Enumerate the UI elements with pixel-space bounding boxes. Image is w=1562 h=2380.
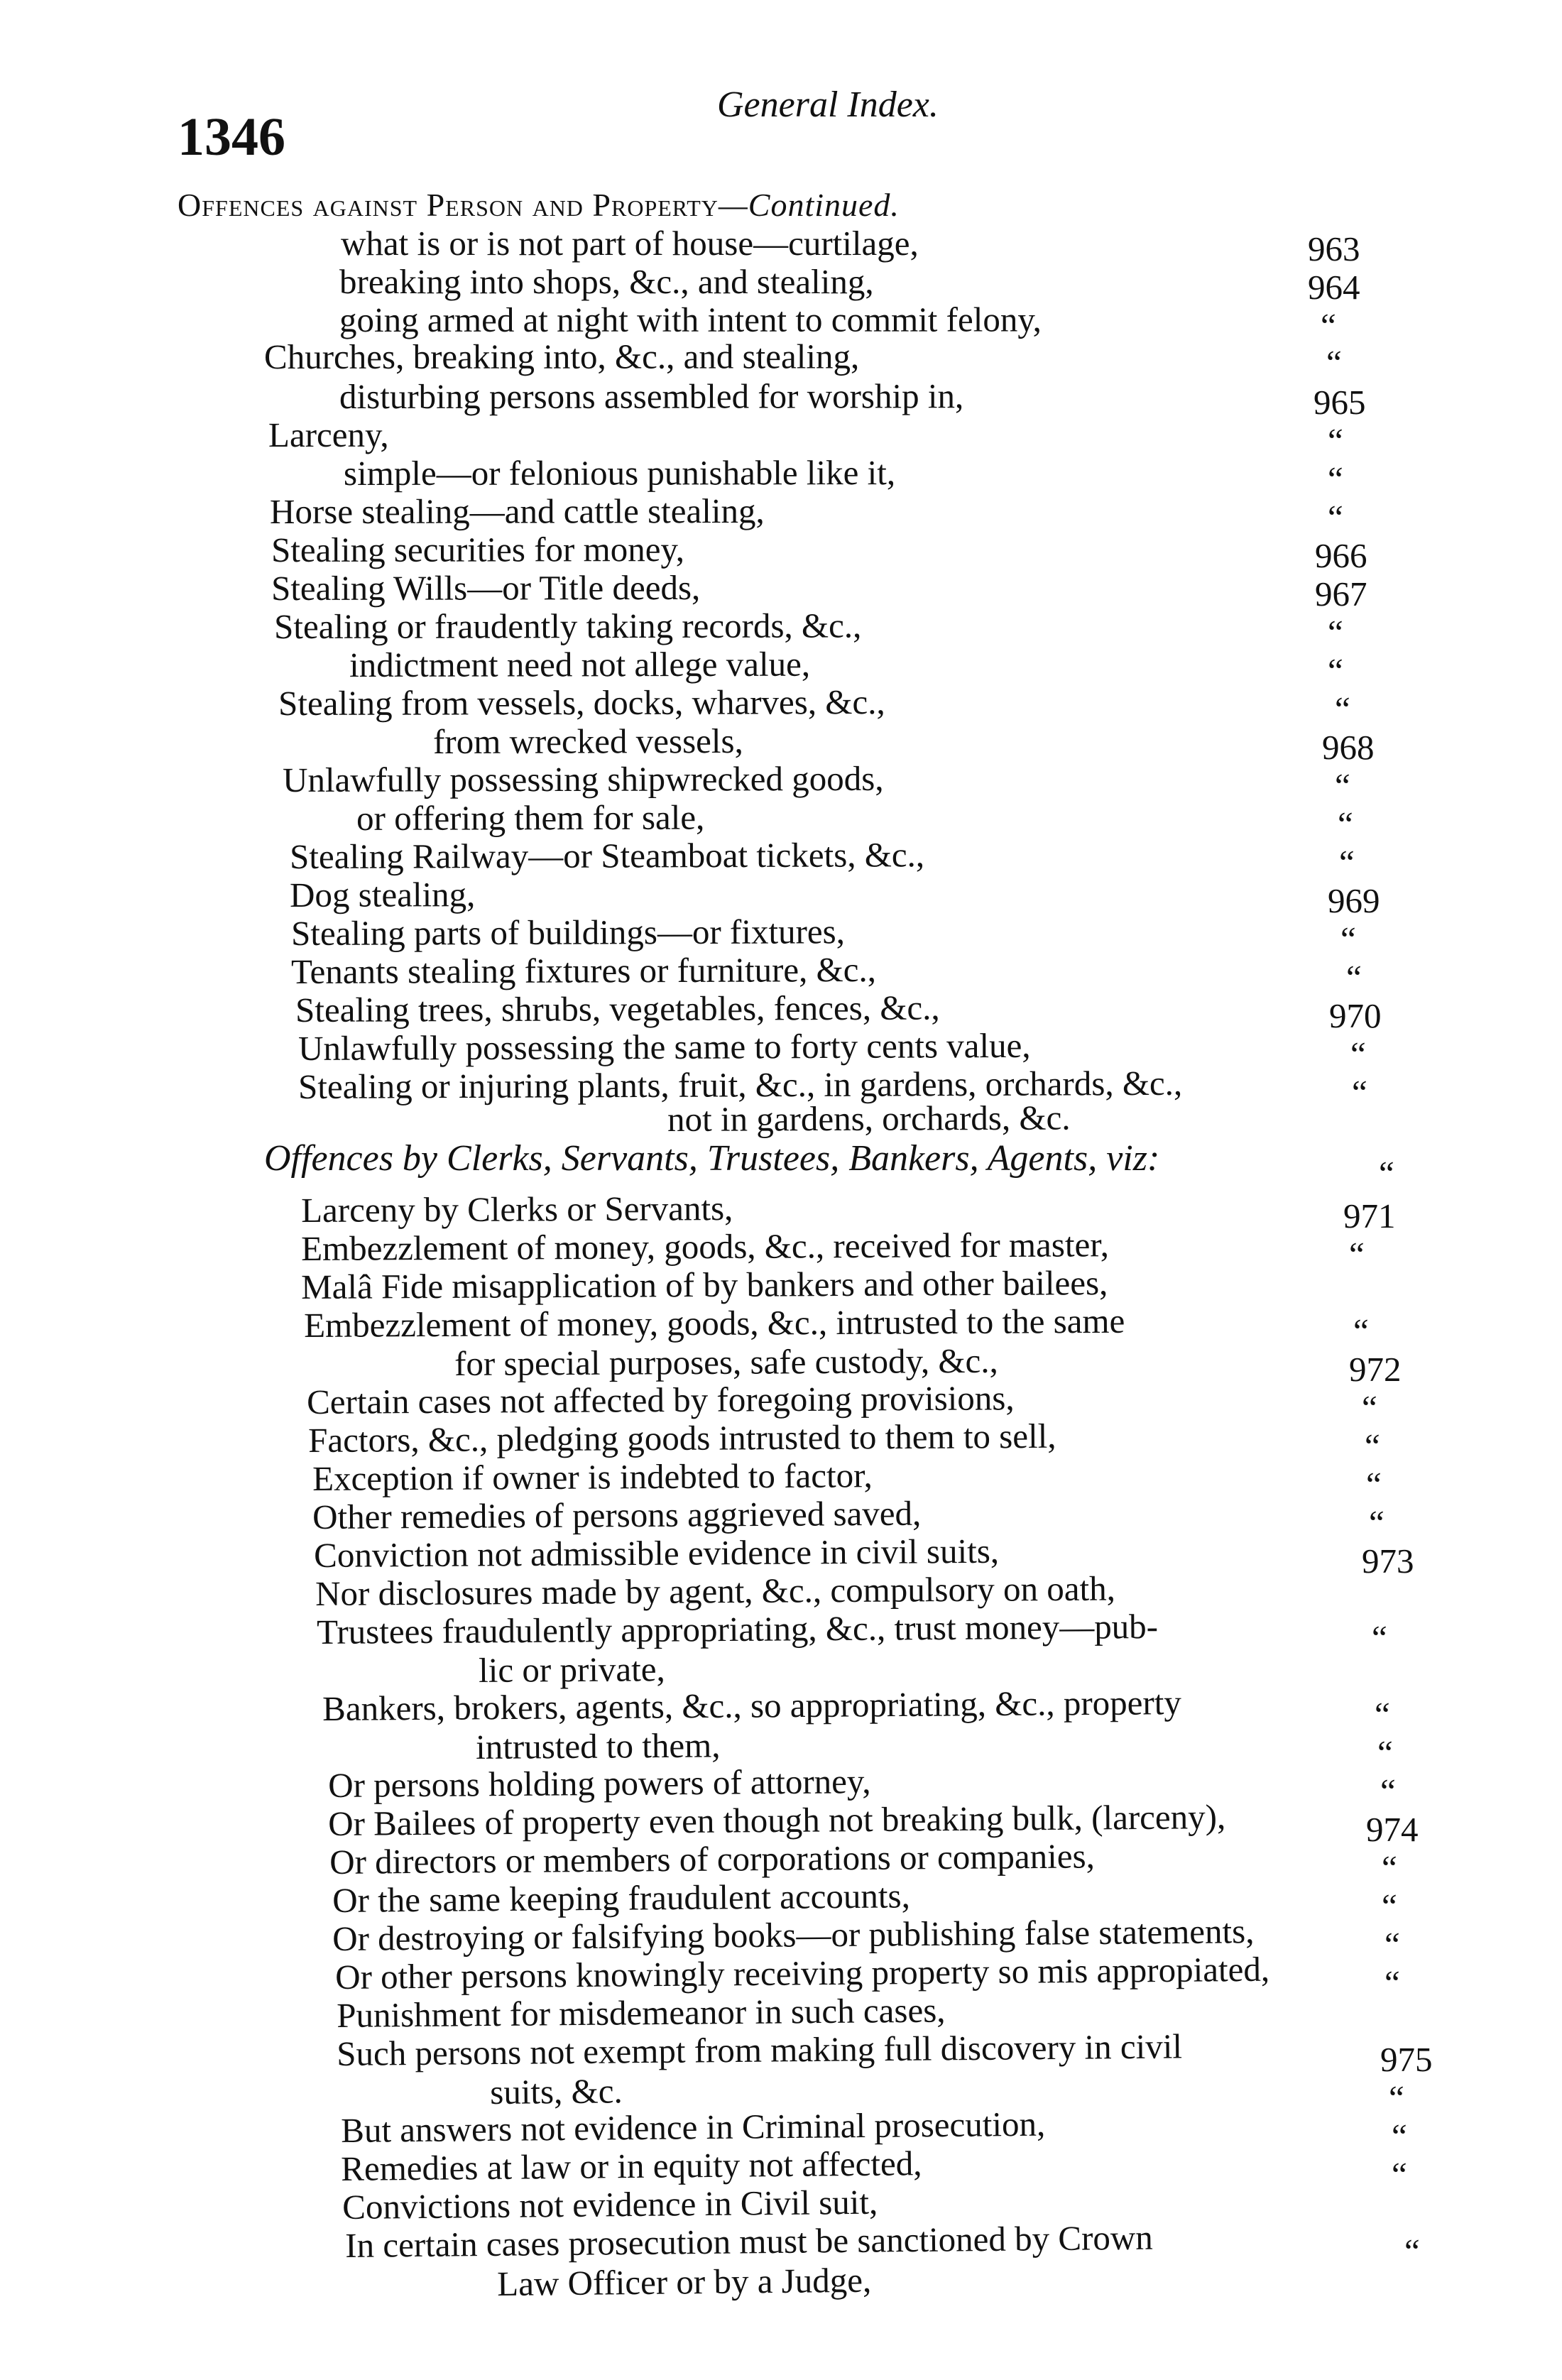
index-entry: In certain cases prosecution must be sanctioned by Crown	[344, 2217, 1154, 2265]
index-entry: Such persons not exempt from making full discovery in civil	[336, 2026, 1183, 2073]
index-page-ref: 970	[1329, 996, 1382, 1035]
index-page-ref: “	[1338, 804, 1353, 844]
index-entry: Bankers, brokers, agents, &c., so appropriating, &c., property	[322, 1683, 1182, 1728]
index-entry: Or the same keeping fraudulent accounts,	[332, 1876, 911, 1920]
index-page-ref: 967	[1315, 574, 1367, 613]
index-entry: Stealing or fraudently taking records, &c.,	[273, 606, 862, 646]
index-entry: from wrecked vessels,	[432, 721, 743, 761]
index-page-ref: “	[1340, 919, 1356, 959]
index-page-ref: 974	[1366, 1810, 1419, 1849]
index-entry: Stealing or injuring plants, fruit, &c., in gardens, orchards, &c.,	[297, 1063, 1183, 1106]
index-entry: Punishment for misdemeanor in such cases,	[336, 1990, 946, 2035]
index-entry: Stealing securities for money,	[271, 530, 685, 569]
index-page-ref: “	[1335, 766, 1350, 805]
index-page-ref: “	[1352, 1073, 1367, 1112]
index-page-ref: “	[1328, 613, 1343, 652]
index-entry: Embezzlement of money, goods, &c., received for master,	[300, 1225, 1110, 1268]
index-entry: Stealing Wills—or Title deeds,	[271, 567, 701, 608]
index-entry: Or other persons knowingly receiving property so mis appropiated,	[334, 1949, 1270, 1997]
index-entry: intrusted to them,	[475, 1725, 721, 1767]
index-entry: Unlawfully possessing shipwrecked goods,	[282, 758, 884, 799]
index-page-ref: “	[1353, 1311, 1369, 1350]
index-entry: Nor disclosures made by agent, &c., compulsory on oath,	[315, 1568, 1116, 1613]
index-page-ref: “	[1372, 1618, 1387, 1657]
index-page-ref: “	[1366, 1465, 1382, 1504]
index-page-ref: “	[1384, 1925, 1400, 1964]
index-page-ref: 966	[1315, 536, 1367, 575]
index-entry: Malâ Fide misapplication of by bankers and other bailees,	[300, 1263, 1108, 1306]
index-page-ref: “	[1328, 498, 1343, 537]
section-continued: —Continued.	[718, 187, 900, 223]
index-entry: Stealing trees, shrubs, vegetables, fences, &c.,	[295, 988, 940, 1030]
index-entry: Stealing parts of buildings—or fixtures,	[290, 912, 846, 953]
index-page-ref: 968	[1322, 728, 1375, 767]
index-page-ref: “	[1369, 1503, 1384, 1542]
index-entry: Factors, &c., pledging goods intrusted to them to sell,	[307, 1416, 1056, 1460]
index-page-ref: “	[1346, 958, 1362, 997]
index-page-ref: “	[1350, 1035, 1366, 1074]
index-entry: Embezzlement of money, goods, &c., intrusted to the same	[303, 1301, 1125, 1345]
subsection-page: “	[1379, 1154, 1394, 1193]
index-page-ref: “	[1392, 2155, 1407, 2194]
index-entry: Larceny,	[268, 415, 389, 454]
index-page-ref: “	[1362, 1388, 1377, 1427]
index-page-ref: “	[1335, 689, 1350, 728]
index-page-ref: 964	[1308, 268, 1360, 307]
index-entry: what is or is not part of house—curtilage,	[341, 224, 919, 263]
index-page-ref: “	[1384, 1963, 1400, 2002]
index-page-ref: “	[1404, 2232, 1420, 2271]
index-page-ref: “	[1328, 421, 1343, 460]
index-page-ref: “	[1380, 1772, 1396, 1811]
index-entry: Or directors or members of corporations or companies,	[329, 1836, 1096, 1882]
index-entry: Or persons holding powers of attorney,	[327, 1762, 871, 1805]
index-entry: Stealing from vessels, docks, wharves, &c.,	[278, 682, 885, 723]
index-entry: Larceny by Clerks or Servants,	[300, 1189, 733, 1230]
index-entry: Certain cases not affected by foregoing provisions,	[306, 1378, 1015, 1421]
index-page-ref: “	[1392, 2117, 1407, 2156]
index-entry: breaking into shops, &c., and stealing,	[339, 261, 874, 301]
section-heading	[178, 186, 900, 224]
index-entry: lic or private,	[478, 1649, 665, 1690]
index-entry: Convictions not evidence in Civil suit,	[342, 2182, 878, 2227]
page-number: 1346	[178, 107, 285, 167]
subsection-tail: viz:	[1106, 1138, 1160, 1179]
index-entry: Other remedies of persons aggrieved saved,	[312, 1493, 922, 1536]
index-page-ref: 971	[1343, 1196, 1396, 1235]
index-page-ref: 972	[1349, 1350, 1402, 1389]
index-entry: Conviction not admissible evidence in civil suits,	[313, 1531, 1000, 1575]
index-page-ref: “	[1328, 459, 1343, 498]
index-page-ref: 973	[1362, 1541, 1414, 1581]
index-entry: disturbing persons assembled for worship in,	[339, 376, 964, 416]
index-entry: Or destroying or falsifying books—or publishing false statements,	[332, 1911, 1255, 1958]
index-page-ref: “	[1326, 343, 1342, 382]
index-entry: Tenants stealing fixtures or furniture, &c.,	[290, 949, 877, 991]
index-page-ref: 969	[1328, 881, 1380, 920]
index-page-ref: “	[1389, 2078, 1404, 2117]
index-entry: for special purposes, safe custody, &c.,	[454, 1341, 998, 1383]
index-entry: indictment need not allege value,	[349, 644, 811, 684]
index-entry: not in gardens, orchards, &c.	[667, 1098, 1071, 1139]
section-title: Offences against Person and Property	[178, 187, 719, 223]
subsection-heading	[264, 1137, 1159, 1179]
index-page-ref: “	[1382, 1887, 1397, 1926]
index-page-ref: 963	[1308, 229, 1360, 268]
index-entry: Unlawfully possessing the same to forty cents value,	[297, 1025, 1031, 1068]
index-page-ref: “	[1339, 843, 1355, 882]
index-entry: or offering them for sale,	[356, 797, 705, 838]
index-entry: Horse stealing—and cattle stealing,	[269, 491, 765, 531]
index-entry: Or Bailees of property even though not breaking bulk, (larceny),	[327, 1797, 1226, 1843]
index-page-ref: “	[1377, 1733, 1393, 1772]
index-page-ref: 965	[1314, 383, 1366, 422]
index-entry: Churches, breaking into, &c., and stealing,	[263, 337, 860, 376]
index-page-ref: “	[1328, 651, 1343, 690]
index-page-ref: “	[1382, 1848, 1397, 1887]
index-entry: Remedies at law or in equity not affected,	[340, 2144, 922, 2188]
index-page-ref: 975	[1380, 2040, 1433, 2079]
index-entry: Trustees fraudulently appropriating, &c., trust money—pub-	[316, 1606, 1159, 1652]
index-page-ref: “	[1365, 1426, 1380, 1465]
index-page-ref: “	[1321, 306, 1336, 345]
index-entry: suits, &c.	[489, 2071, 623, 2112]
index-entry: simple—or felonious punishable like it,	[343, 453, 896, 493]
index-page-ref: “	[1349, 1235, 1365, 1274]
index-entry: Dog stealing,	[289, 875, 476, 915]
index-entry: Law Officer or by a Judge,	[496, 2260, 872, 2303]
index-entry: But answers not evidence in Criminal prosecution,	[340, 2104, 1046, 2150]
index-entry: Exception if owner is indebted to factor,	[312, 1456, 873, 1498]
index-entry: Stealing Railway—or Steamboat tickets, &c.,	[289, 835, 925, 876]
index-page-ref: “	[1375, 1695, 1390, 1734]
subsection-title: Offences by Clerks, Servants, Trustees, Bankers, Agents,	[264, 1138, 1098, 1179]
index-entry: going armed at night with intent to commit felony,	[339, 300, 1042, 339]
running-title: General Index.	[717, 84, 939, 125]
